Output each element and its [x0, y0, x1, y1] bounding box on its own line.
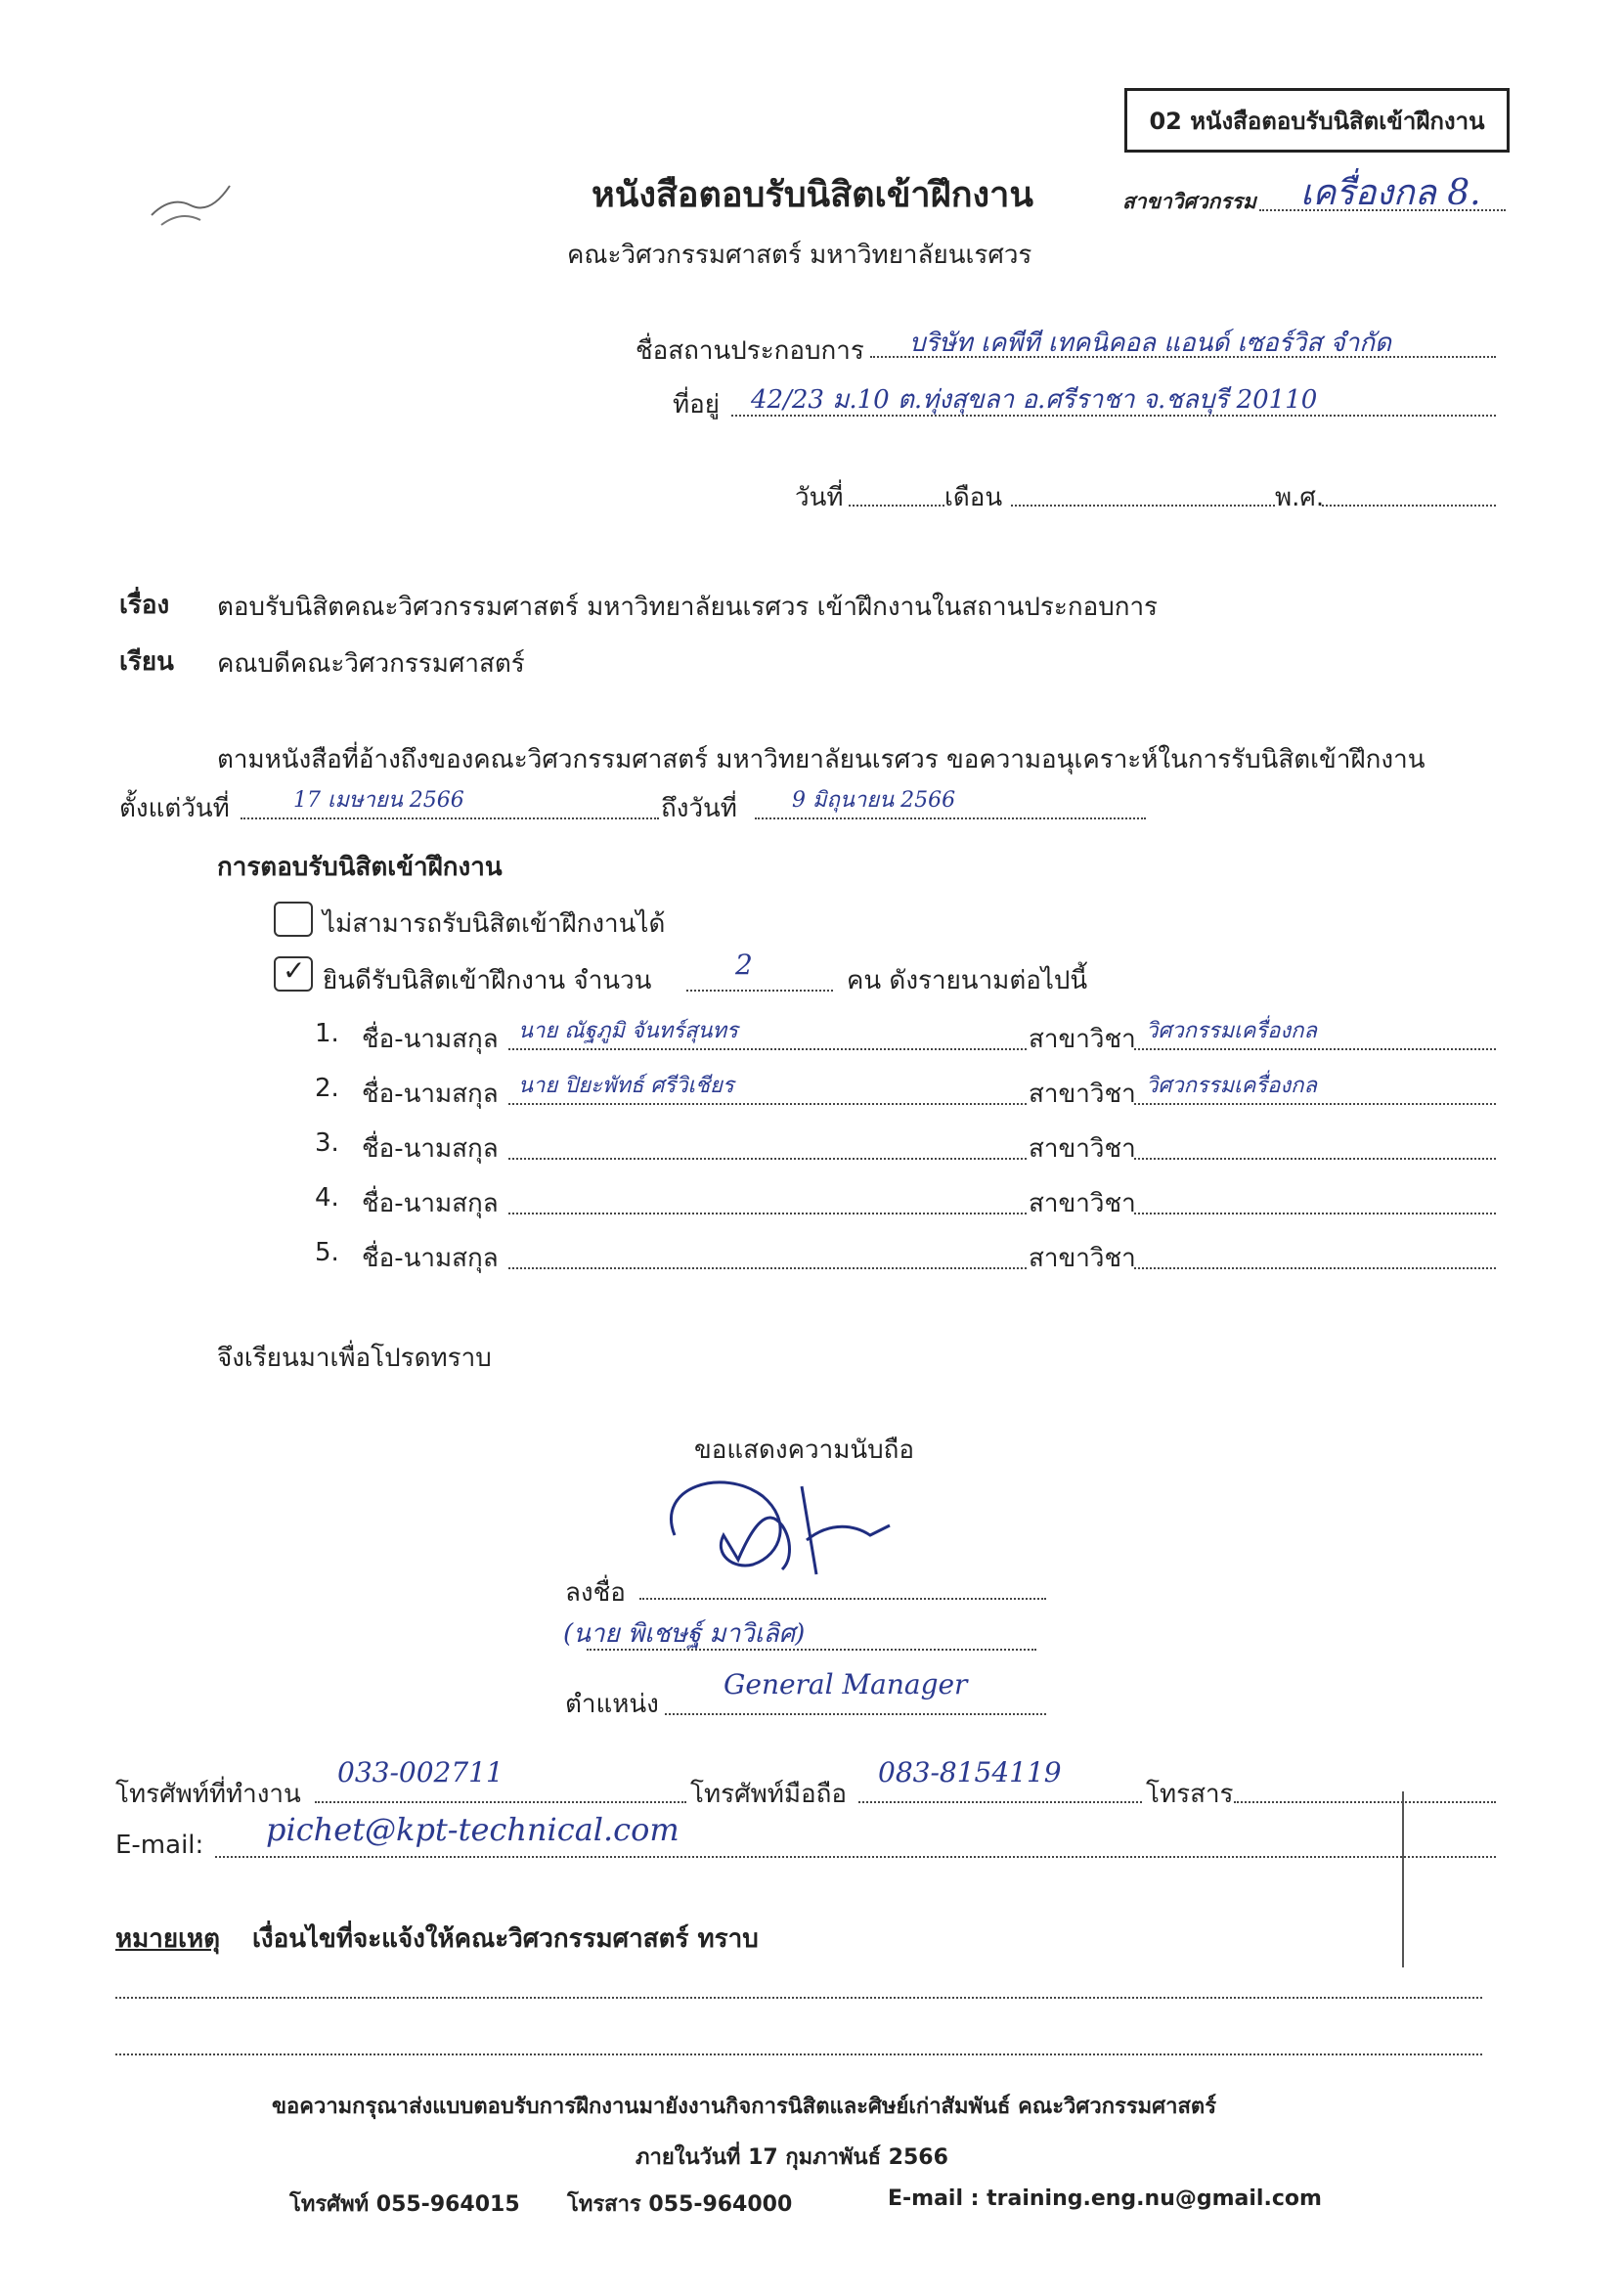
student-name-label: ชื่อ-นามสกุล — [362, 1189, 499, 1218]
student-no: 2. — [315, 1074, 339, 1103]
student-major-dotline — [1134, 1103, 1496, 1105]
signer-name: (นาย พิเชษฐ์ มาวิเลิศ) — [563, 1619, 806, 1649]
student-name: นาย ณัฐภูมิ จันทร์สุนทร — [518, 1019, 738, 1043]
address-label: ที่อยู่ — [673, 390, 720, 419]
page-subtitle: คณะวิศวกรรมศาสตร์ มหาวิทยาลัยนเรศวร — [567, 241, 1032, 270]
body-text: ตามหนังสือที่อ้างถึงของคณะวิศวกรรมศาสตร์ มหาวิทยาลัยนเรศวร ขอความอนุเคราะห์ในการรับนิสิตเข้าฝึกงาน — [217, 745, 1426, 774]
from-label: ตั้งแต่วันที่ — [119, 794, 230, 823]
from-dotline — [241, 817, 659, 819]
sign-dotline — [639, 1598, 1046, 1600]
option-accept-label: ยินดีรับนิสิตเข้าฝึกงาน จำนวน — [323, 966, 652, 995]
date-month-label: เดือน — [944, 483, 1003, 512]
fax-dotline — [1234, 1801, 1496, 1803]
phone-mobile-value: 083-8154119 — [878, 1756, 1062, 1788]
signer-dotline — [587, 1649, 1036, 1651]
to-date-label: ถึงวันที่ — [661, 794, 737, 823]
phone-work-value: 033-002711 — [337, 1756, 504, 1788]
email-dotline — [215, 1856, 1496, 1858]
student-name-dotline — [508, 1048, 1027, 1050]
student-no: 5. — [315, 1238, 339, 1267]
from-value: 17 เมษายน 2566 — [293, 788, 464, 813]
date-year-label: พ.ศ. — [1275, 483, 1325, 512]
date-day-dotline — [849, 505, 944, 507]
option-reject-label: ไม่สามารถรับนิสิตเข้าฝึกงานได้ — [323, 909, 666, 939]
to-label: เรียน — [119, 647, 174, 677]
note-dotline-2 — [115, 2053, 1482, 2055]
email-label: E-mail: — [115, 1831, 204, 1860]
accept-checkbox[interactable] — [274, 956, 313, 992]
phone-mobile-dotline — [858, 1801, 1142, 1803]
footer-phone: โทรศัพท์ 055-964015 — [289, 2192, 520, 2217]
form-code-box — [1124, 88, 1510, 153]
accept-count-dotline — [686, 990, 833, 992]
subject-text: ตอบรับนิสิตคณะวิศวกรรมศาสตร์ มหาวิทยาลัยนเรศวร เข้าฝึกงานในสถานประกอบการ — [217, 593, 1159, 622]
email-value: pichet@kpt-technical.com — [266, 1811, 680, 1848]
subject-label: เรื่อง — [119, 591, 170, 620]
accept-heading: การตอบรับนิสิตเข้าฝึกงาน — [217, 853, 503, 882]
student-major-dotline — [1134, 1158, 1496, 1160]
student-major-dotline — [1134, 1048, 1496, 1050]
student-major-label: สาขาวิชา — [1029, 1134, 1136, 1164]
to-text: คณบดีคณะวิศวกรรมศาสตร์ — [217, 649, 525, 679]
student-name-label: ชื่อ-นามสกุล — [362, 1080, 499, 1109]
student-name-dotline — [508, 1267, 1027, 1269]
phone-work-label: โทรศัพท์ที่ทำงาน — [115, 1780, 301, 1809]
company-label: ชื่อสถานประกอบการ — [636, 336, 864, 366]
note-text: เงื่อนไขที่จะแจ้งให้คณะวิศวกรรมศาสตร์ ทราบ — [252, 1924, 759, 1954]
student-name-dotline — [508, 1103, 1027, 1105]
accept-suffix: คน ดังรายนามต่อไปนี้ — [847, 966, 1088, 995]
branch-label: สาขาวิศวกรรม — [1122, 190, 1256, 213]
student-major-dotline — [1134, 1213, 1496, 1214]
footer-line-2: ภายในวันที่ 17 กุมภาพันธ์ 2566 — [636, 2145, 948, 2170]
student-major: วิศวกรรมเครื่องกล — [1146, 1074, 1317, 1098]
student-major-label: สาขาวิชา — [1029, 1189, 1136, 1218]
footer-line-1: ขอความกรุณาส่งแบบตอบรับการฝึกงานมายังงานกิจการนิสิตและศิษย์เก่าสัมพันธ์ คณะวิศวกรรมศาสตร์ — [272, 2095, 1217, 2119]
to-date-value: 9 มิถุนายน 2566 — [792, 788, 956, 813]
student-name-label: ชื่อ-นามสกุล — [362, 1134, 499, 1164]
fax-label: โทรสาร — [1146, 1780, 1234, 1809]
footer-email: E-mail : training.eng.nu@gmail.com — [888, 2186, 1322, 2211]
phone-work-dotline — [315, 1801, 686, 1803]
student-name: นาย ปิยะพัทธ์ ศรีวิเชียร — [518, 1074, 734, 1098]
closing-text: จึงเรียนมาเพื่อโปรดทราบ — [217, 1344, 492, 1373]
student-name-dotline — [508, 1213, 1027, 1214]
date-month-dotline — [1011, 505, 1275, 507]
student-major-label: สาขาวิชา — [1029, 1025, 1136, 1054]
student-name-dotline — [508, 1158, 1027, 1160]
address-value: 42/23 ม.10 ต.ทุ่งสุขลา อ.ศรีราชา จ.ชลบุรี 20110 — [751, 385, 1318, 415]
regards-text: ขอแสดงความนับถือ — [694, 1435, 914, 1465]
check-mark: ✓ — [283, 954, 306, 987]
position-dotline — [665, 1713, 1046, 1715]
stamp-scribble — [142, 166, 249, 235]
student-major-dotline — [1134, 1267, 1496, 1269]
page-title: หนังสือตอบรับนิสิตเข้าฝึกงาน — [592, 175, 1033, 215]
footer-fax: โทรสาร 055-964000 — [567, 2192, 793, 2217]
student-major-label: สาขาวิชา — [1029, 1244, 1136, 1273]
position-label: ตำแหน่ง — [565, 1690, 659, 1719]
signature — [645, 1467, 939, 1594]
reject-checkbox[interactable] — [274, 902, 313, 937]
phone-mobile-label: โทรศัพท์มือถือ — [690, 1780, 847, 1809]
student-no: 4. — [315, 1183, 339, 1213]
branch-value: เครื่องกล 8. — [1300, 173, 1481, 213]
form-code: 02 หนังสือตอบรับนิสิตเข้าฝึกงาน — [1149, 107, 1485, 135]
student-no: 3. — [315, 1128, 339, 1158]
date-day-label: วันที่ — [795, 483, 844, 512]
student-major: วิศวกรรมเครื่องกล — [1146, 1019, 1317, 1043]
student-name-label: ชื่อ-นามสกุล — [362, 1244, 499, 1273]
student-major-label: สาขาวิชา — [1029, 1080, 1136, 1109]
note-dotline-1 — [115, 1997, 1482, 1999]
student-name-label: ชื่อ-นามสกุล — [362, 1025, 499, 1054]
position-value: General Manager — [724, 1668, 968, 1700]
student-no: 1. — [315, 1019, 339, 1048]
accept-count: 2 — [735, 949, 753, 981]
scan-edge-line — [1402, 1791, 1404, 1967]
note-label: หมายเหตุ — [115, 1924, 221, 1954]
company-value: บริษัท เคพีที เทคนิคอล แอนด์ เซอร์วิส จำกัด — [909, 329, 1391, 358]
to-date-dotline — [755, 817, 1146, 819]
date-year-dotline — [1322, 505, 1496, 507]
sign-label: ลงชื่อ — [565, 1578, 626, 1608]
